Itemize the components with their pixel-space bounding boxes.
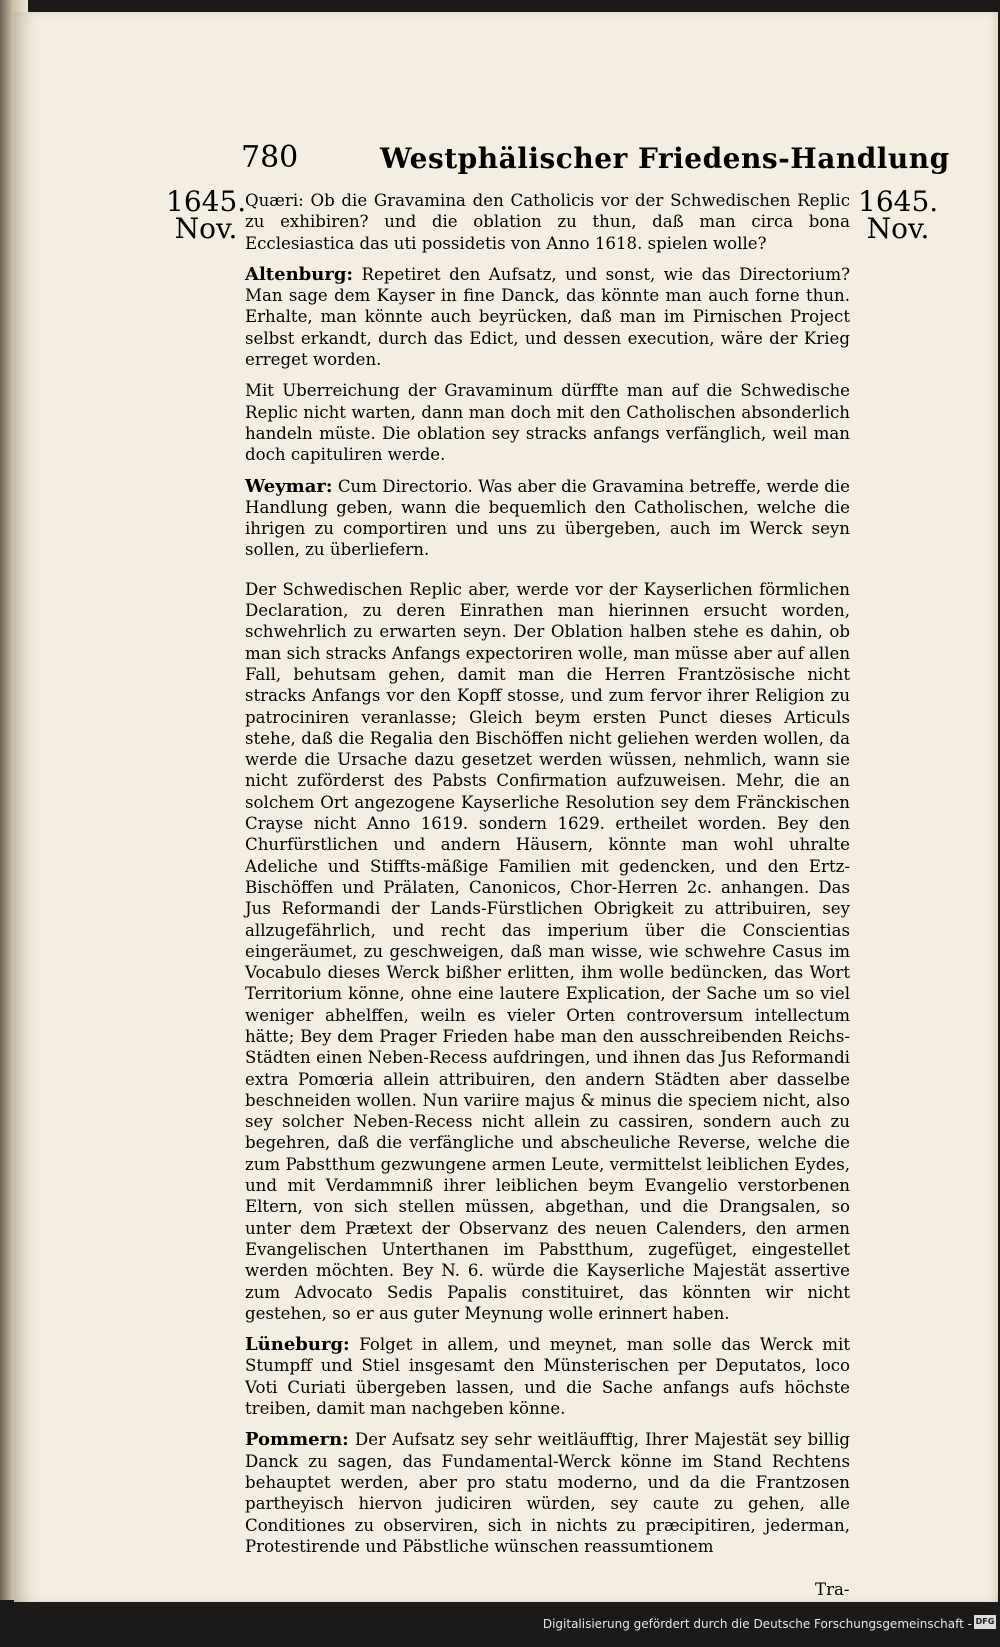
paragraph-text: Mit Uberreichung der Gravaminum dürffte man auf die Schwedische Replic nicht warten, dann man doch mit den Catholischen absonderlich handeln müste. Die oblation sey stracks anfangs verfänglich, weil man doch capituliren werde.	[245, 381, 850, 465]
paragraph-text: Folget in allem, und meynet, man solle das Werck mit Stumpff und Stiel insgesamt den Münsterischen per Deputatos, loco Voti Curiati übergeben lassen, und die Sache anfangs aufs höchste treiben, damit man nachgeben könne.	[245, 1335, 850, 1419]
paragraph-lueneburg	[245, 1334, 850, 1419]
speaker-label: Pommern:	[245, 1429, 349, 1451]
right-margin-month: Nov.	[866, 212, 930, 245]
paragraph-text: Cum Directorio. Was aber die Gravamina betreffe, werde die Handlung geben, wann die bequemlich den Catholischen, welche die ihrigen zu comportiren und uns zu übergeben, auch im Werck seyn sollen, zu überliefern.	[245, 476, 850, 560]
body-text	[245, 190, 850, 1567]
paragraph-text: Repetiret den Aufsatz, und sonst, wie das Directorium? Man sage dem Kayser in fine Danck, das könnte man auch forne thun. Erhalte, man könnte auch beyrücken, daß man im Pirnischen Project selbst erkandt, durch das Edict, und dessen execution, wäre der Krieg erreget worden.	[245, 264, 850, 370]
speaker-label: Lüneburg:	[245, 1334, 350, 1356]
footer-credit: Digitalisierung gefördert durch die Deutsche Forschungsgemeinschaft -	[542, 1617, 972, 1631]
catchword: Tra-	[815, 1580, 850, 1599]
running-title: Westphälischer Friedens-Handlung	[380, 142, 950, 175]
paragraph-text: Quæri: Ob die Gravamina den Catholicis vor der Schwedischen Replic zu exhibiren? und die oblation zu thun, daß man circa bona Ecclesiastica das uti possidetis von Anno 1618. spielen wolle?	[245, 191, 850, 253]
paragraph-replic	[245, 579, 850, 1324]
right-margin-date	[858, 185, 939, 245]
left-margin-month: Nov.	[174, 212, 238, 245]
paragraph-gravamina	[245, 380, 850, 465]
paragraph-text: Der Aufsatz sey sehr weitläufftig, Ihrer Majestät sey billig Danck zu sagen, das Fundamental-Werck könne im Stand Rechtens behauptet werden, aber pro statu moderno, und da die Frantzosen partheyisch hiervon judiciren würden, sey caute zu gehen, alle Conditiones zu observiren, sich in nichts zu præcipitiren, jederman, Protestirende und Päbstliche wünschen reassumtionem	[245, 1430, 850, 1556]
paragraph-quaeri	[245, 190, 850, 254]
speaker-label: Altenburg:	[245, 263, 354, 285]
paragraph-pommern	[245, 1429, 850, 1557]
left-margin-date	[166, 185, 247, 245]
right-margin-year: 1645.	[858, 185, 939, 218]
speaker-label: Weymar:	[245, 475, 333, 497]
paragraph-text: Der Schwedischen Replic aber, werde vor der Kayserlichen förmlichen Declaration, zu deren Einrathen man hierinnen ersucht worden, schwehrlich zu erwarten seyn. Der Oblation halben stehe es dahin, ob man sich stracks Anfangs expectoriren wolle, man müsse aber auf allen Fall, behutsam gehen, damit man die Herren Frantzösische nicht stracks Anfangs vor den Kopff stosse, und zum fervor ihrer Religion zu patrociniren veranlasse; Gleich beym ersten Punct dieses Articuls stehe, daß die Regalia den Bischöffen nicht geliehen werden wollen, da werde die Ursache dazu gesetzet werden wüssen, nehmlich, wann sie nicht zuförderst des Pabsts Confirmation aufzuweisen. Mehr, die an solchem Ort angezogene Kayserliche Resolution sey dem Fränckischen Crayse nicht Anno 1619. sondern 1629. ertheilet worden. Bey den Churfürstlichen und andern Häusern, könnte man wohl uhralte Adeliche und Stiffts-mäßige Familien mit gedencken, und den Ertz-Bischöffen und Prälaten, Canonicos, Chor-Herren 2c. anhangen. Das Jus Reformandi der Lands-Fürstlichen Obrigkeit zu attribuiren, sey allzugefährlich, und recht das imperium über die Conscientias eingeräumet, zu geschweigen, daß man wisse, wie schwehre Casus im Vocabulo dieses Werck bißher erlitten, ihm wolle bedüncken, das Wort Territorium könne, ohne eine lautere Explication, der Sache um so viel weniger abhelffen, weiln es vieler Orten controversum intellectum hätte; Bey dem Prager Frieden habe man den ausschreibenden Reichs-Städten einen Neben-Recess aufdringen, und ihnen das Jus Reformandi extra Pomœria allein attribuiren, den andern Städten aber dasselbe beschneiden wollen. Nun variire majus & minus die speciem nicht, also sey solcher Neben-Recess nicht allein zu cassiren, sondern auch zu begehren, daß die verfängliche und abscheuliche Reverse, welche die zum Pabstthum gezwungene armen Leute, vermittelst leiblichen Eydes, und mit Verdammniß ihrer leiblichen beym Evangelio verstorbenen Eltern, von sich stellen müssen, abgethan, und die Drangsalen, so unter dem Prætext der Observanz des neuen Calenders, den armen Evangelischen Unterthanen im Pabstthum, zugefüget, eingestellet werden möchten. Bey N. 6. würde die Kayserliche Majestät assertive zum Advocato Sedis Papalis constituiret, das könnten wir nicht gestehen, so er aus guter Meynung wolle erinnert haben.	[245, 579, 851, 1323]
page-number: 780	[241, 140, 299, 175]
paragraph-weymar	[245, 476, 850, 561]
left-margin-year: 1645.	[166, 185, 247, 218]
paragraph-altenburg	[245, 264, 850, 370]
dfg-logo: DFG	[974, 1615, 996, 1629]
